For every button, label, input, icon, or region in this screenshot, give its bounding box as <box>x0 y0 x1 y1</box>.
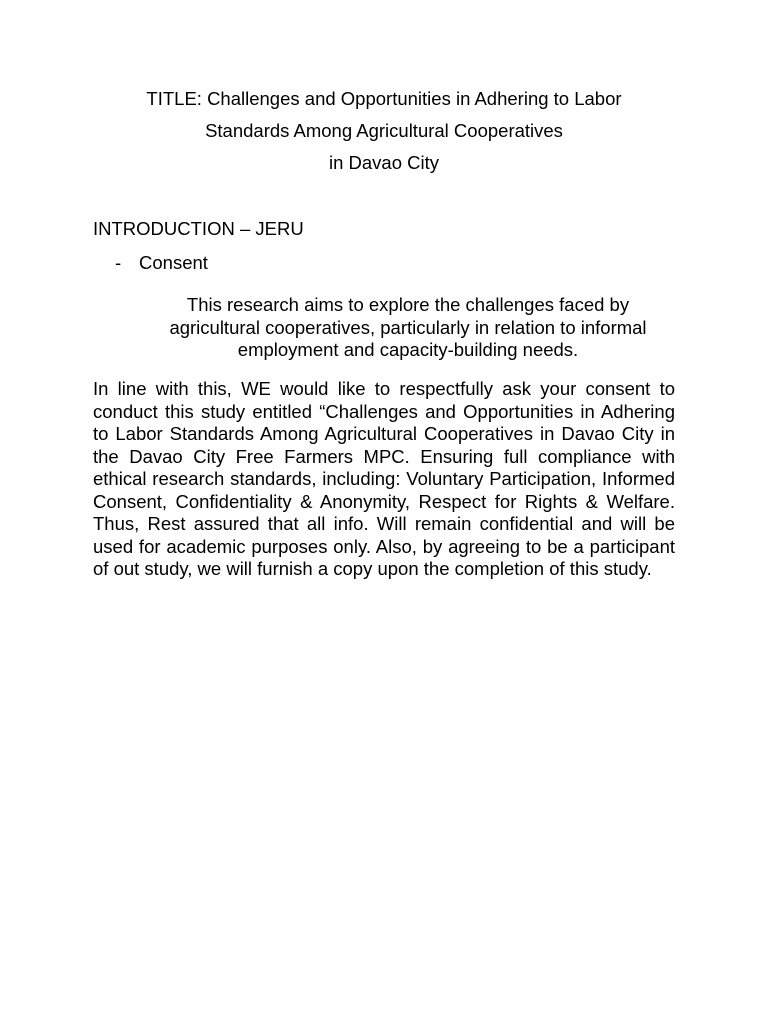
document-title <box>93 88 675 184</box>
title-line-2: Standards Among Agricultural Cooperatives <box>205 120 563 141</box>
consent-paragraph: In line with this, WE would like to respectfully ask your consent to conduct this study entitled “Challenges and Opportunities in Adhering to Labor Standards Among Agricultural Cooperatives in Davao City in the Davao City Free Farmers MPC. Ensuring full compliance with ethical research standards, including: Voluntary Participation, Informed Consent, Confidentiality & Anonymity, Respect for Rights & Welfare. Thus, Rest assured that all info. Will remain confidential and will be used for academic purposes only. Also, by agreeing to be a participant of out study, we will furnish a copy upon the completion of this study. <box>93 378 675 579</box>
aim-paragraph: This research aims to explore the challenges faced by agricultural cooperatives, particularly in relation to informal employment and capacity-building needs. <box>169 294 647 360</box>
bullet-item-consent <box>115 252 208 274</box>
section-heading: INTRODUCTION – JERU <box>93 218 304 239</box>
bullet-dash: - <box>115 252 122 273</box>
title-line-1: TITLE: Challenges and Opportunities in Adhering to Labor <box>146 88 622 109</box>
bullet-label: Consent <box>139 252 208 273</box>
title-line-3: in Davao City <box>328 152 439 173</box>
